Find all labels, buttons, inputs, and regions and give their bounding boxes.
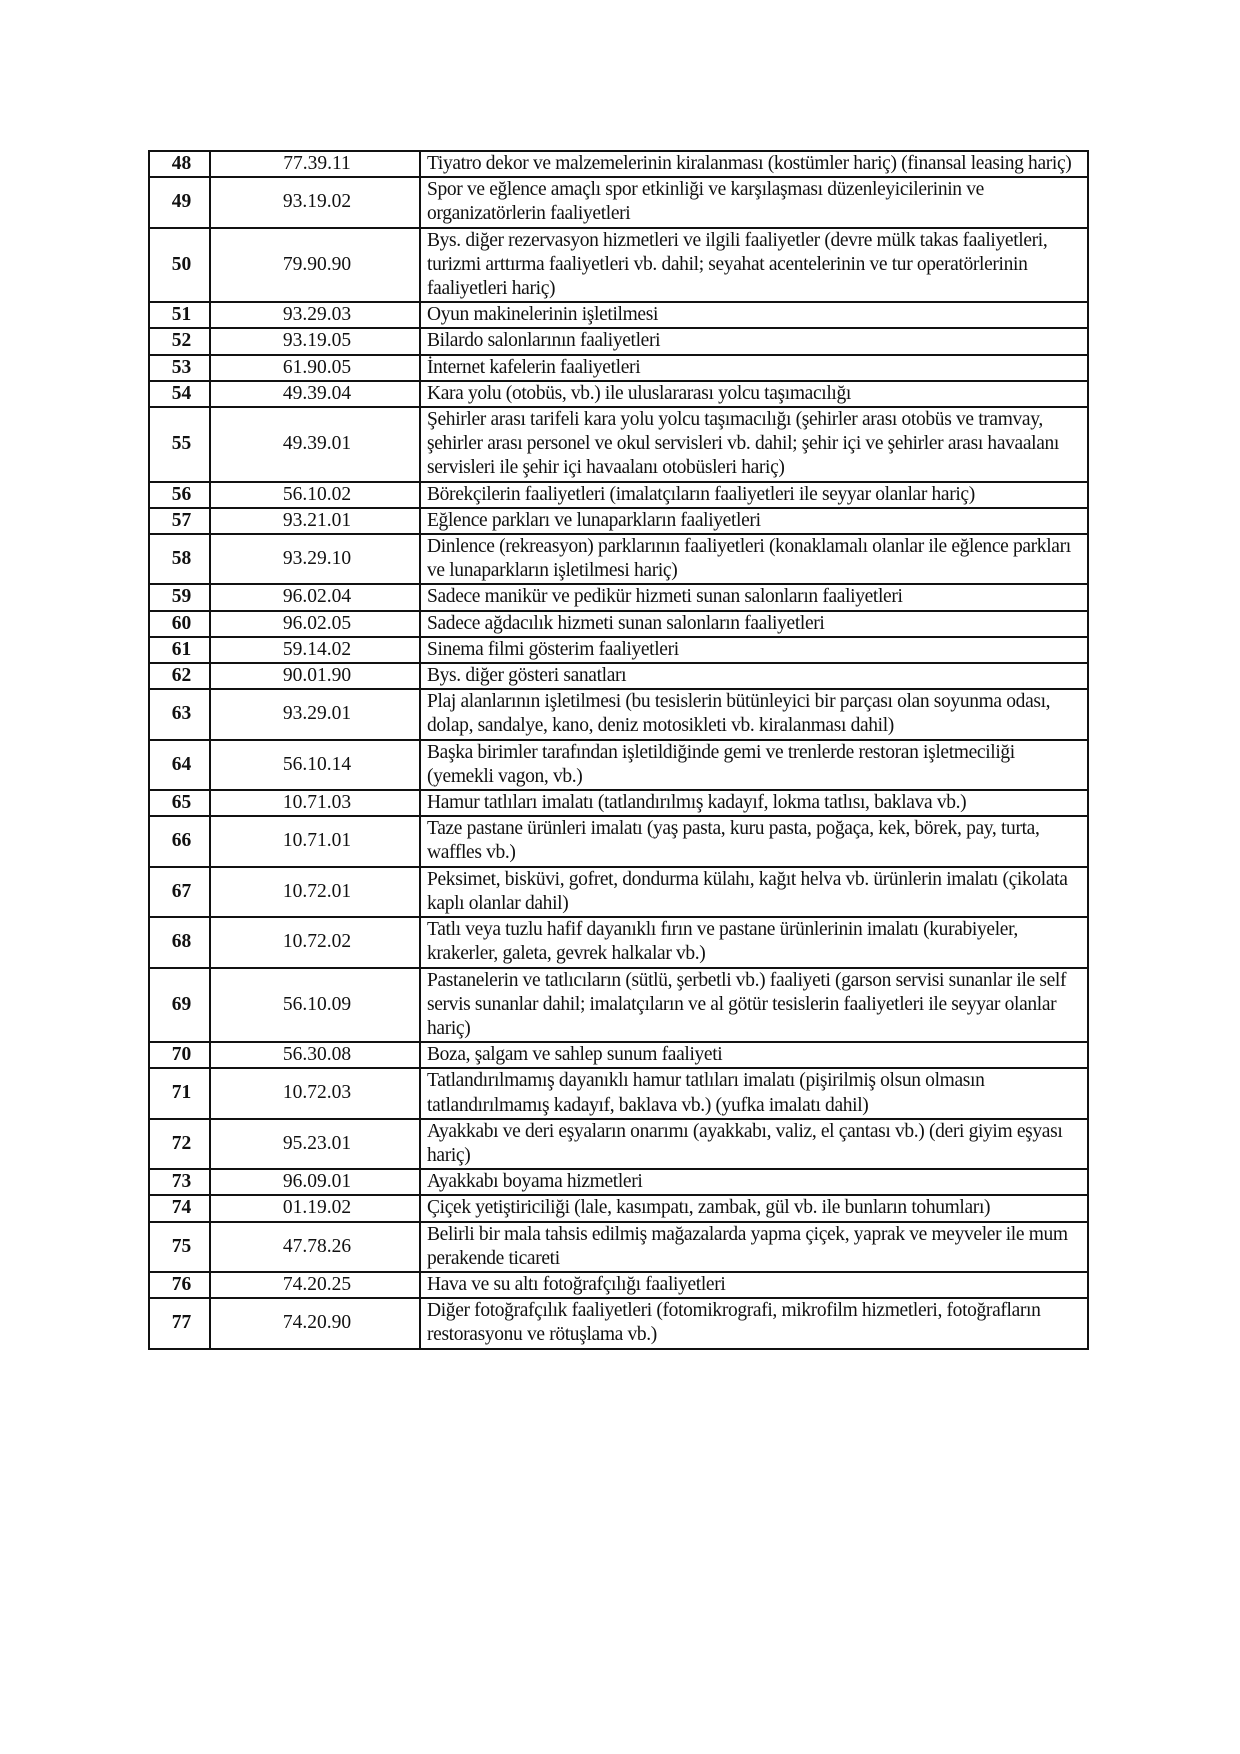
activity-code: 93.19.02 (210, 177, 420, 227)
table-row (149, 584, 1088, 610)
row-number: 53 (149, 355, 210, 381)
row-number: 74 (149, 1195, 210, 1221)
activity-code-table (148, 150, 1089, 1350)
table-row (149, 663, 1088, 689)
table-row (149, 1119, 1088, 1169)
row-number: 64 (149, 740, 210, 790)
row-number: 58 (149, 534, 210, 584)
row-number: 49 (149, 177, 210, 227)
table-row (149, 637, 1088, 663)
activity-description: Bilardo salonlarının faaliyetleri (420, 328, 1088, 354)
table-row (149, 867, 1088, 917)
activity-code: 59.14.02 (210, 637, 420, 663)
row-number: 51 (149, 302, 210, 328)
activity-description: Sadece ağdacılık hizmeti sunan salonların faaliyetleri (420, 611, 1088, 637)
activity-code: 93.21.01 (210, 508, 420, 534)
activity-description: Belirli bir mala tahsis edilmiş mağazalarda yapma çiçek, yaprak ve meyveler ile mum perakende ticareti (420, 1222, 1088, 1272)
activity-code: 47.78.26 (210, 1222, 420, 1272)
table-body (149, 151, 1088, 1349)
activity-description: Hava ve su altı fotoğrafçılığı faaliyetleri (420, 1272, 1088, 1298)
activity-description: Başka birimler tarafından işletildiğinde gemi ve trenlerde restoran işletmeciliği (yemekli vagon, vb.) (420, 740, 1088, 790)
row-number: 56 (149, 482, 210, 508)
activity-code: 10.71.03 (210, 790, 420, 816)
activity-description: Bys. diğer gösteri sanatları (420, 663, 1088, 689)
row-number: 77 (149, 1298, 210, 1348)
activity-code: 01.19.02 (210, 1195, 420, 1221)
table-row (149, 1042, 1088, 1068)
row-number: 52 (149, 328, 210, 354)
table-row (149, 689, 1088, 739)
activity-code: 74.20.90 (210, 1298, 420, 1348)
row-number: 63 (149, 689, 210, 739)
row-number: 65 (149, 790, 210, 816)
activity-code: 56.30.08 (210, 1042, 420, 1068)
activity-code: 49.39.01 (210, 407, 420, 482)
row-number: 75 (149, 1222, 210, 1272)
activity-code: 96.02.05 (210, 611, 420, 637)
row-number: 61 (149, 637, 210, 663)
table-row (149, 482, 1088, 508)
activity-code: 95.23.01 (210, 1119, 420, 1169)
activity-description: Diğer fotoğrafçılık faaliyetleri (fotomikrografi, mikrofilm hizmetleri, fotoğrafların restorasyonu ve rötuşlama vb.) (420, 1298, 1088, 1348)
activity-description: Tatlandırılmamış dayanıklı hamur tatlıları imalatı (pişirilmiş olsun olmasın tatlandırılmamış kadayıf, baklava vb.) (yufka imalatı dahil) (420, 1068, 1088, 1118)
table-row (149, 534, 1088, 584)
row-number: 54 (149, 381, 210, 407)
activity-code: 93.29.01 (210, 689, 420, 739)
row-number: 60 (149, 611, 210, 637)
activity-description: Spor ve eğlence amaçlı spor etkinliği ve karşılaşması düzenleyicilerinin ve organizatörlerin faaliyetleri (420, 177, 1088, 227)
activity-description: Boza, şalgam ve sahlep sunum faaliyeti (420, 1042, 1088, 1068)
activity-code: 77.39.11 (210, 151, 420, 177)
activity-code: 96.09.01 (210, 1169, 420, 1195)
table-row (149, 1068, 1088, 1118)
row-number: 72 (149, 1119, 210, 1169)
activity-code: 10.72.02 (210, 917, 420, 967)
row-number: 70 (149, 1042, 210, 1068)
activity-description: Börekçilerin faaliyetleri (imalatçıların faaliyetleri ile seyyar olanlar hariç) (420, 482, 1088, 508)
activity-description: Dinlence (rekreasyon) parklarının faaliyetleri (konaklamalı olanlar ile eğlence parkları ve lunaparkların işletilmesi hariç) (420, 534, 1088, 584)
activity-description: Taze pastane ürünleri imalatı (yaş pasta, kuru pasta, poğaça, kek, börek, pay, turta, waffles vb.) (420, 816, 1088, 866)
row-number: 73 (149, 1169, 210, 1195)
table-row (149, 355, 1088, 381)
activity-code: 56.10.09 (210, 968, 420, 1043)
activity-description: Çiçek yetiştiriciliği (lale, kasımpatı, zambak, gül vb. ile bunların tohumları) (420, 1195, 1088, 1221)
table-row (149, 407, 1088, 482)
activity-description: Bys. diğer rezervasyon hizmetleri ve ilgili faaliyetler (devre mülk takas faaliyetleri, turizmi arttırma faaliyetleri vb. dahil; seyahat acentelerinin ve tur operatörlerinin faaliyetleri hariç) (420, 228, 1088, 303)
activity-description: Plaj alanlarının işletilmesi (bu tesislerin bütünleyici bir parçası olan soyunma odası, dolap, sandalye, kano, deniz motosikleti vb. kiralanması dahil) (420, 689, 1088, 739)
activity-code: 49.39.04 (210, 381, 420, 407)
activity-description: Tiyatro dekor ve malzemelerinin kiralanması (kostümler hariç) (finansal leasing hariç) (420, 151, 1088, 177)
activity-code: 10.71.01 (210, 816, 420, 866)
activity-description: Tatlı veya tuzlu hafif dayanıklı fırın ve pastane ürünlerinin imalatı (kurabiyeler, krakerler, galeta, gevrek halkalar vb.) (420, 917, 1088, 967)
activity-code: 96.02.04 (210, 584, 420, 610)
table-row (149, 228, 1088, 303)
activity-code: 93.29.10 (210, 534, 420, 584)
activity-code: 74.20.25 (210, 1272, 420, 1298)
activity-description: Ayakkabı boyama hizmetleri (420, 1169, 1088, 1195)
row-number: 67 (149, 867, 210, 917)
table-row (149, 816, 1088, 866)
row-number: 66 (149, 816, 210, 866)
table-row (149, 508, 1088, 534)
table-row (149, 611, 1088, 637)
activity-description: Şehirler arası tarifeli kara yolu yolcu taşımacılığı (şehirler arası otobüs ve tramvay, şehirler arası personel ve okul servisleri vb. dahil; şehir içi ve şehirler arası havaalanı servisleri ile şehir içi havaalanı otobüsleri hariç) (420, 407, 1088, 482)
activity-description: Kara yolu (otobüs, vb.) ile uluslararası yolcu taşımacılığı (420, 381, 1088, 407)
table-row (149, 302, 1088, 328)
table-row (149, 790, 1088, 816)
activity-code: 56.10.02 (210, 482, 420, 508)
table-row (149, 1298, 1088, 1348)
activity-code: 93.19.05 (210, 328, 420, 354)
activity-code: 10.72.03 (210, 1068, 420, 1118)
activity-code: 90.01.90 (210, 663, 420, 689)
activity-code: 61.90.05 (210, 355, 420, 381)
activity-code: 93.29.03 (210, 302, 420, 328)
row-number: 57 (149, 508, 210, 534)
activity-description: İnternet kafelerin faaliyetleri (420, 355, 1088, 381)
activity-description: Oyun makinelerinin işletilmesi (420, 302, 1088, 328)
table-row (149, 151, 1088, 177)
row-number: 68 (149, 917, 210, 967)
row-number: 59 (149, 584, 210, 610)
table-row (149, 917, 1088, 967)
table-row (149, 1195, 1088, 1221)
activity-code: 56.10.14 (210, 740, 420, 790)
table-row (149, 1272, 1088, 1298)
activity-description: Sinema filmi gösterim faaliyetleri (420, 637, 1088, 663)
table-row (149, 1169, 1088, 1195)
table-row (149, 968, 1088, 1043)
table-row (149, 381, 1088, 407)
row-number: 55 (149, 407, 210, 482)
activity-description: Peksimet, bisküvi, gofret, dondurma külahı, kağıt helva vb. ürünlerin imalatı (çikolata kaplı olanlar dahil) (420, 867, 1088, 917)
activity-description: Hamur tatlıları imalatı (tatlandırılmış kadayıf, lokma tatlısı, baklava vb.) (420, 790, 1088, 816)
activity-code: 10.72.01 (210, 867, 420, 917)
table-row (149, 1222, 1088, 1272)
row-number: 48 (149, 151, 210, 177)
table-row (149, 177, 1088, 227)
row-number: 76 (149, 1272, 210, 1298)
activity-description: Sadece manikür ve pedikür hizmeti sunan salonların faaliyetleri (420, 584, 1088, 610)
table-row (149, 740, 1088, 790)
row-number: 71 (149, 1068, 210, 1118)
table-row (149, 328, 1088, 354)
row-number: 62 (149, 663, 210, 689)
activity-description: Pastanelerin ve tatlıcıların (sütlü, şerbetli vb.) faaliyeti (garson servisi sunanlar ile self servis sunanlar dahil; imalatçıların ve al götür tesislerin faaliyetleri ile seyyar olanlar hariç) (420, 968, 1088, 1043)
activity-code: 79.90.90 (210, 228, 420, 303)
row-number: 50 (149, 228, 210, 303)
activity-description: Eğlence parkları ve lunaparkların faaliyetleri (420, 508, 1088, 534)
activity-description: Ayakkabı ve deri eşyaların onarımı (ayakkabı, valiz, el çantası vb.) (deri giyim eşyası hariç) (420, 1119, 1088, 1169)
row-number: 69 (149, 968, 210, 1043)
